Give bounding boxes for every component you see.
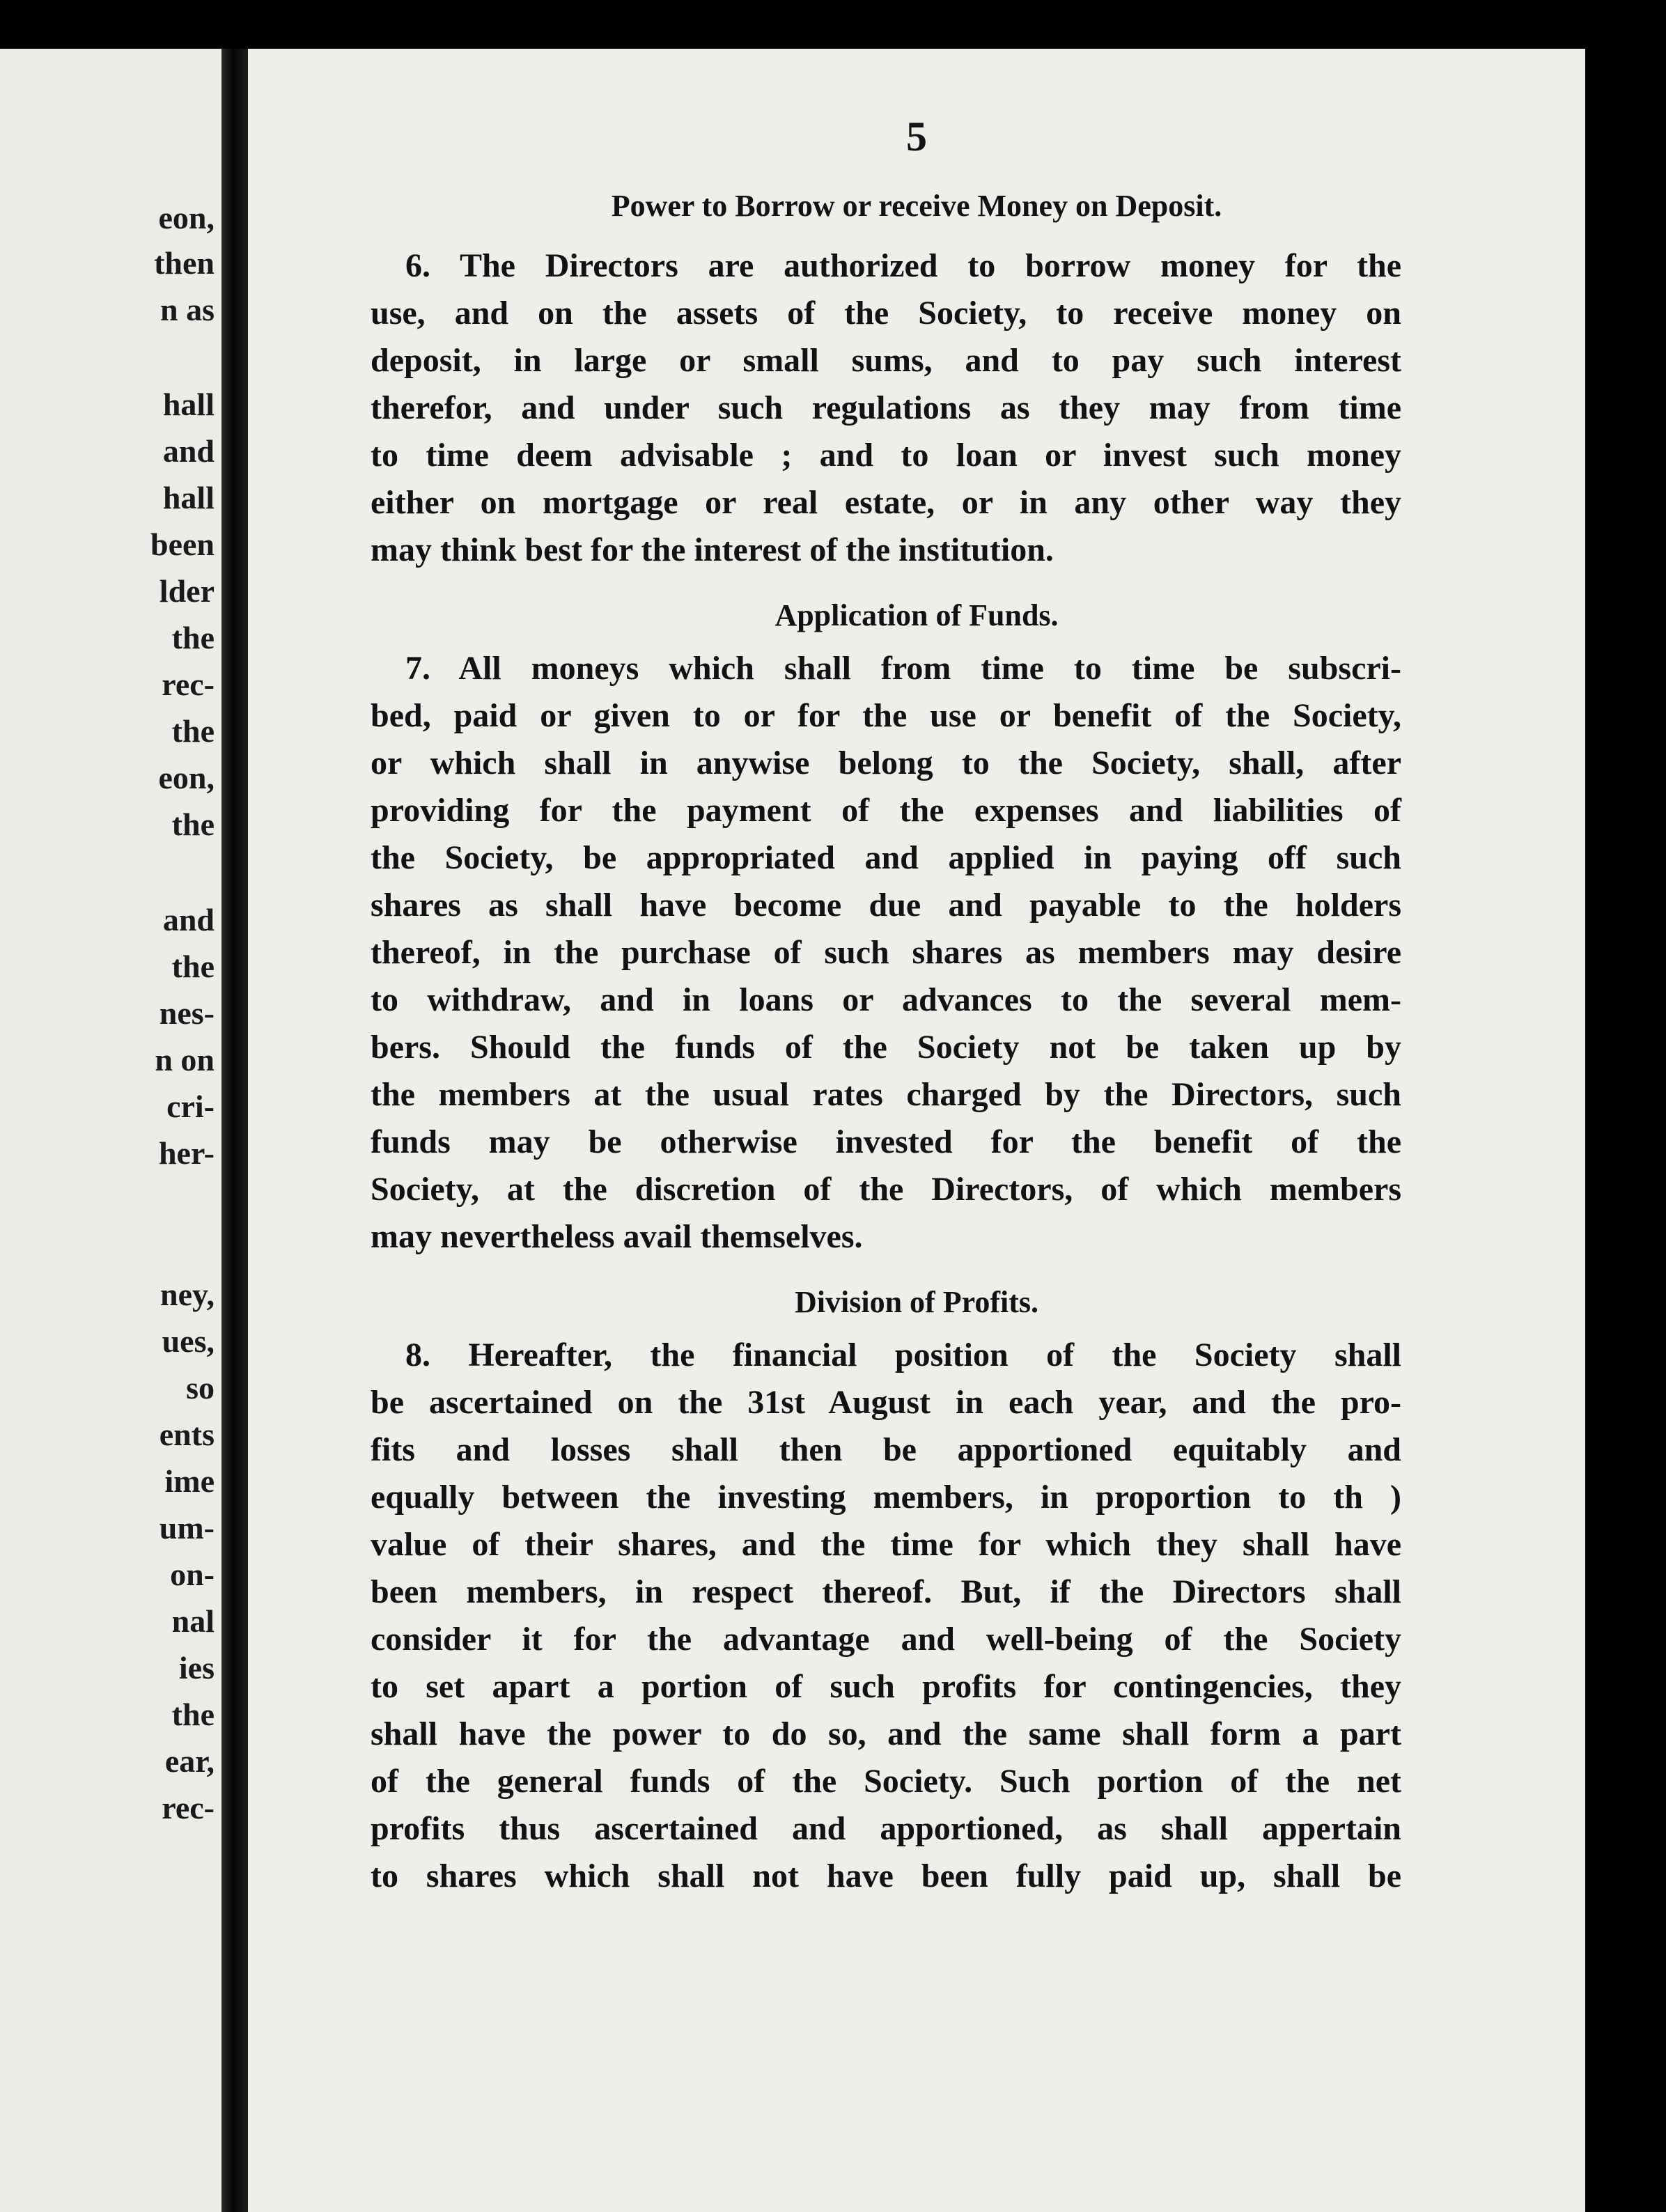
paragraph-line: use, and on the assets of the Society, to receive money on [371, 295, 1401, 332]
paragraph-line: consider it for the advantage and well-being of the Society [371, 1621, 1401, 1658]
paragraph-line: the members at the usual rates charged by the Directors, such [371, 1076, 1401, 1113]
facing-page-line: cri- [166, 1089, 215, 1124]
facing-page-line: the [171, 713, 215, 749]
right-scan-border [1585, 0, 1666, 2212]
facing-page-line: the [171, 949, 215, 984]
paragraph-line: value of their shares, and the time for which they shall have [371, 1526, 1401, 1563]
book-gutter [221, 49, 248, 2212]
facing-page-line: and [162, 433, 215, 469]
paragraph-line: deposit, in large or small sums, and to pay such interest [371, 342, 1401, 379]
facing-page-line: so [186, 1370, 215, 1405]
facing-page-line: lder [159, 573, 215, 609]
paragraph-line: 6. The Directors are authorized to borrow money for the [405, 247, 1401, 284]
facing-page-line: rec- [162, 667, 215, 702]
facing-page-line: rec- [162, 1790, 215, 1825]
paragraph-line: shall have the power to do so, and the same shall form a part [371, 1715, 1401, 1752]
facing-page-line: eon, [158, 760, 215, 795]
facing-page-line: nal [171, 1603, 215, 1639]
facing-page-line: nes- [159, 995, 215, 1031]
facing-page-line: ues, [162, 1323, 215, 1359]
section-heading-borrow: Power to Borrow or receive Money on Deposit. [611, 189, 1222, 223]
paragraph-line: profits thus ascertained and apportioned, as shall appertain [371, 1810, 1401, 1847]
facing-page-line: the [171, 1697, 215, 1732]
facing-page-line: then [154, 245, 215, 281]
paragraph-line: equally between the investing members, in proportion to th ) [371, 1479, 1401, 1516]
facing-page-line: n as [160, 292, 215, 327]
facing-page-fragment [0, 49, 221, 2212]
paragraph-line: to set apart a portion of such profits for contingencies, they [371, 1668, 1401, 1705]
paragraph-line: been members, in respect thereof. But, if the Directors shall [371, 1573, 1401, 1610]
facing-page-line: ime [164, 1463, 215, 1499]
paragraph-line: or which shall in anywise belong to the Society, shall, after [371, 745, 1401, 781]
paragraph-line: 8. Hereafter, the financial position of the Society shall [405, 1337, 1401, 1373]
facing-page-line: her- [158, 1135, 215, 1171]
facing-page-line: eon, [158, 200, 215, 235]
main-page [248, 49, 1585, 2212]
paragraph-line: Society, at the discretion of the Directors, of which members [371, 1171, 1401, 1208]
facing-page-line: ies [178, 1650, 215, 1685]
paragraph-line: therefor, and under such regulations as they may from time [371, 389, 1401, 426]
facing-page-line: ear, [164, 1743, 215, 1779]
facing-page-line: been [150, 527, 215, 562]
paragraph-line: bers. Should the funds of the Society not be taken up by [371, 1029, 1401, 1066]
facing-page-line: the [171, 807, 215, 842]
paragraph-line: the Society, be appropriated and applied in paying off such [371, 839, 1401, 876]
facing-page-line: hall [162, 387, 215, 422]
page-number: 5 [906, 114, 927, 159]
paragraph-line: to withdraw, and in loans or advances to the several mem- [371, 981, 1401, 1018]
facing-page-line: and [162, 902, 215, 937]
facing-page-line: hall [162, 480, 215, 515]
paragraph-line: either on mortgage or real estate, or in any other way they [371, 484, 1401, 521]
paragraph-line: may think best for the interest of the institution. [371, 531, 1054, 568]
paragraph-line: providing for the payment of the expenses and liabilities of [371, 792, 1401, 829]
facing-page-line: ney, [160, 1277, 215, 1312]
facing-page-line: ents [159, 1417, 215, 1452]
paragraph-line: to time deem advisable ; and to loan or invest such money [371, 437, 1401, 474]
section-heading-profits: Division of Profits. [795, 1285, 1038, 1319]
facing-page-line: n on [155, 1042, 215, 1077]
facing-page-line: um- [159, 1510, 215, 1545]
paragraph-line: be ascertained on the 31st August in each year, and the pro- [371, 1384, 1401, 1421]
paragraph-line: thereof, in the purchase of such shares as members may desire [371, 934, 1401, 971]
paragraph-line: bed, paid or given to or for the use or benefit of the Society, [371, 697, 1401, 734]
facing-page-line: the [171, 620, 215, 655]
paragraph-line: shares as shall have become due and payable to the holders [371, 887, 1401, 924]
paragraph-line: funds may be otherwise invested for the benefit of the [371, 1123, 1401, 1160]
facing-page-line: on- [170, 1557, 215, 1592]
section-heading-funds: Application of Funds. [774, 598, 1059, 632]
top-scan-border [0, 0, 1666, 49]
paragraph-line: 7. All moneys which shall from time to time be subscri- [405, 650, 1401, 687]
paragraph-line: of the general funds of the Society. Such portion of the net [371, 1763, 1401, 1800]
paragraph-line: may nevertheless avail themselves. [371, 1218, 863, 1255]
paragraph-line: fits and losses shall then be apportioned equitably and [371, 1431, 1401, 1468]
paragraph-line: to shares which shall not have been fully paid up, shall be [371, 1857, 1401, 1894]
